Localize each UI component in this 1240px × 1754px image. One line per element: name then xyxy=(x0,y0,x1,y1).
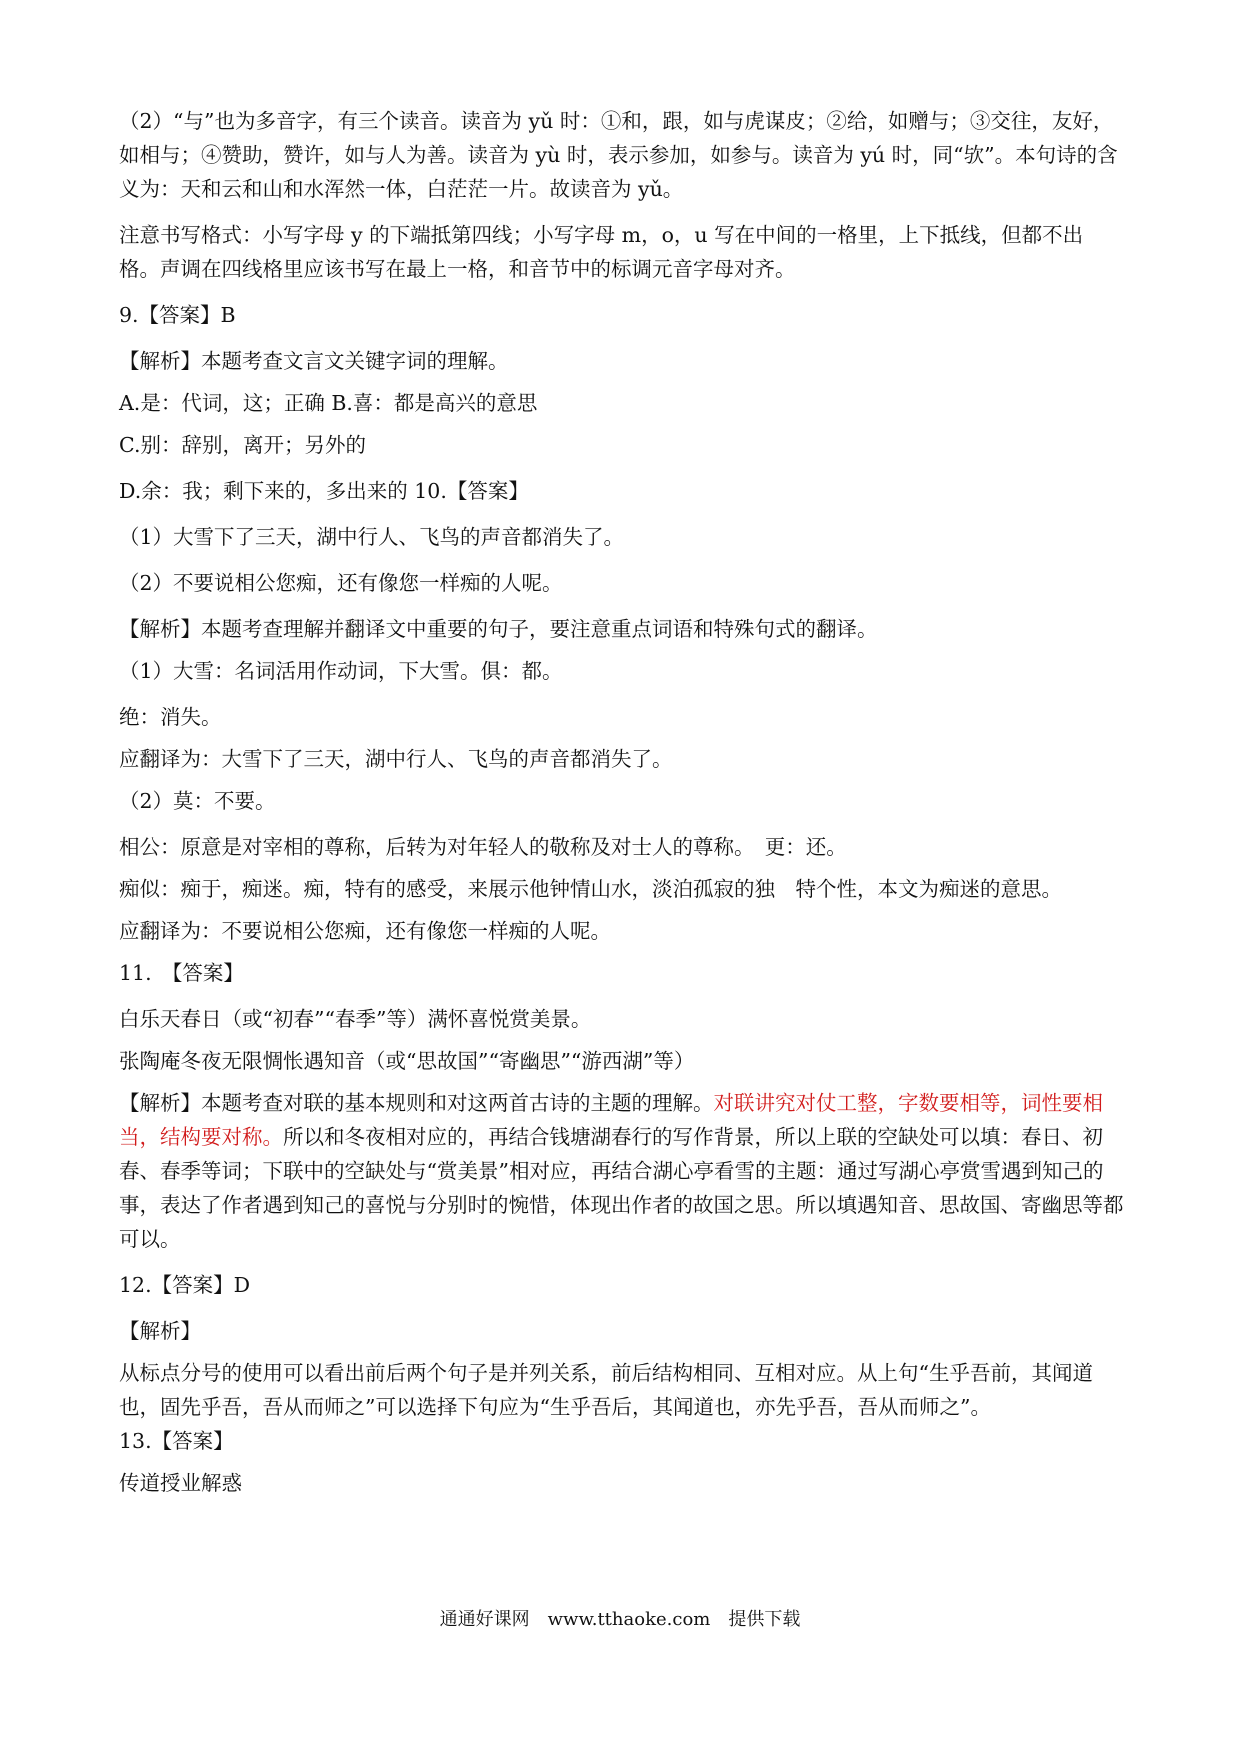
answer-11-line-2: 张陶庵冬夜无限惆怅遇知音（或“思故国”“寄幽思”“游西湖”等） xyxy=(119,1049,695,1073)
answer-11-heading: 11. 【答案】 xyxy=(119,961,244,985)
answer-11-line-1: 白乐天春日（或“初春”“春季”等）满怀喜悦赏美景。 xyxy=(119,1007,592,1031)
answer-10-item-2: （2）不要说相公您痴，还有像您一样痴的人呢。 xyxy=(119,571,563,595)
answer-9-option-a-b: A.是：代词，这；正确 B.喜：都是高兴的意思 xyxy=(119,391,538,415)
paragraph-yu-pronunciation: （2）“与”也为多音字，有三个读音。读音为 yǔ 时：①和，跟，如与虎谋皮；②给，如赠与；③交往，友好，如相与；④赞助，赞许，如与人为善。读音为 yù 时，表示参加，如参与。读音为 yú 时，同“欤”。本句诗的含义为：天和云和山和水浑然一体，白茫茫一片。故读音为 yǔ。 xyxy=(119,109,1118,201)
analysis-intro: 【解析】本题考查对联的基本规则和对这两首古诗的主题的理解。 xyxy=(119,1091,714,1115)
answer-10-analysis: 【解析】本题考查理解并翻译文中重要的句子，要注意重点词语和特殊句式的翻译。 xyxy=(119,617,878,641)
answer-12-analysis: 从标点分号的使用可以看出前后两个句子是并列关系，前后结构相同、互相对应。从上句“生乎吾前，其闻道也，固先乎吾，吾从而师之”可以选择下句应为“生乎吾后，其闻道也，亦先乎吾，吾从而师之”。 xyxy=(119,1361,1093,1419)
answer-9-analysis: 【解析】本题考查文言文关键字词的理解。 xyxy=(119,349,509,373)
answer-10-note-xianggong: 相公：原意是对宰相的尊称，后转为对年轻人的敬称及对士人的尊称。 更：还。 xyxy=(119,835,847,859)
analysis-body: 所以和冬夜相对应的，再结合钱塘湖春行的写作背景，所以上联的空缺处可以填：春日、初春、春季等词；下联中的空缺处与“赏美景”相对应，再结合湖心亭看雪的主题：通过写湖心亭赏雪遇到知己的事，表达了作者遇到知己的喜悦与分别时的惋惜，体现出作者的故国之思。所以填遇知音、思故国、寄幽思等都可以。 xyxy=(119,1125,1124,1251)
answer-10-item-1: （1）大雪下了三天，湖中行人、飞鸟的声音都消失了。 xyxy=(119,525,625,549)
answer-content xyxy=(119,104,1124,1500)
answer-10-note-jue: 绝：消失。 xyxy=(119,705,222,729)
answer-13-heading: 13.【答案】 xyxy=(119,1429,234,1453)
answer-10-translation-2: 应翻译为：不要说相公您痴，还有像您一样痴的人呢。 xyxy=(119,919,611,943)
answer-12-heading: 12.【答案】D xyxy=(119,1273,251,1297)
highlighted-rule: 对联讲究对仗工整，字数要相等，词性要相当，结构要对称。 xyxy=(119,1091,1103,1149)
answer-11-analysis xyxy=(119,1086,1124,1256)
answer-10-note-chisi: 痴似：痴于，痴迷。痴，特有的感受，来展示他钟情山水，淡泊孤寂的独 特个性，本文为痴迷的意思。 xyxy=(119,877,1062,901)
paragraph-writing-format: 注意书写格式：小写字母 y 的下端抵第四线；小写字母 m，o，u 写在中间的一格里，上下抵线，但都不出格。声调在四线格里应该书写在最上一格，和音节中的标调元音字母对齐。 xyxy=(119,223,1084,281)
page-footer: 通通好课网 www.tthaoke.com 提供下载 xyxy=(439,1609,801,1630)
answer-10-translation-1: 应翻译为：大雪下了三天，湖中行人、飞鸟的声音都消失了。 xyxy=(119,747,673,771)
answer-12-analysis-label: 【解析】 xyxy=(119,1319,201,1343)
answer-13-text: 传道授业解惑 xyxy=(119,1471,242,1495)
answer-10-note-1: （1）大雪：名词活用作动词，下大雪。俱：都。 xyxy=(119,659,563,683)
answer-9-heading: 9.【答案】B xyxy=(119,303,236,327)
answer-10-note-2: （2）莫：不要。 xyxy=(119,789,276,813)
answer-9-option-c: C.别：辞别，离开；另外的 xyxy=(119,433,366,457)
answer-9-option-d: D.余：我；剩下来的，多出来的 10.【答案】 xyxy=(119,479,529,503)
